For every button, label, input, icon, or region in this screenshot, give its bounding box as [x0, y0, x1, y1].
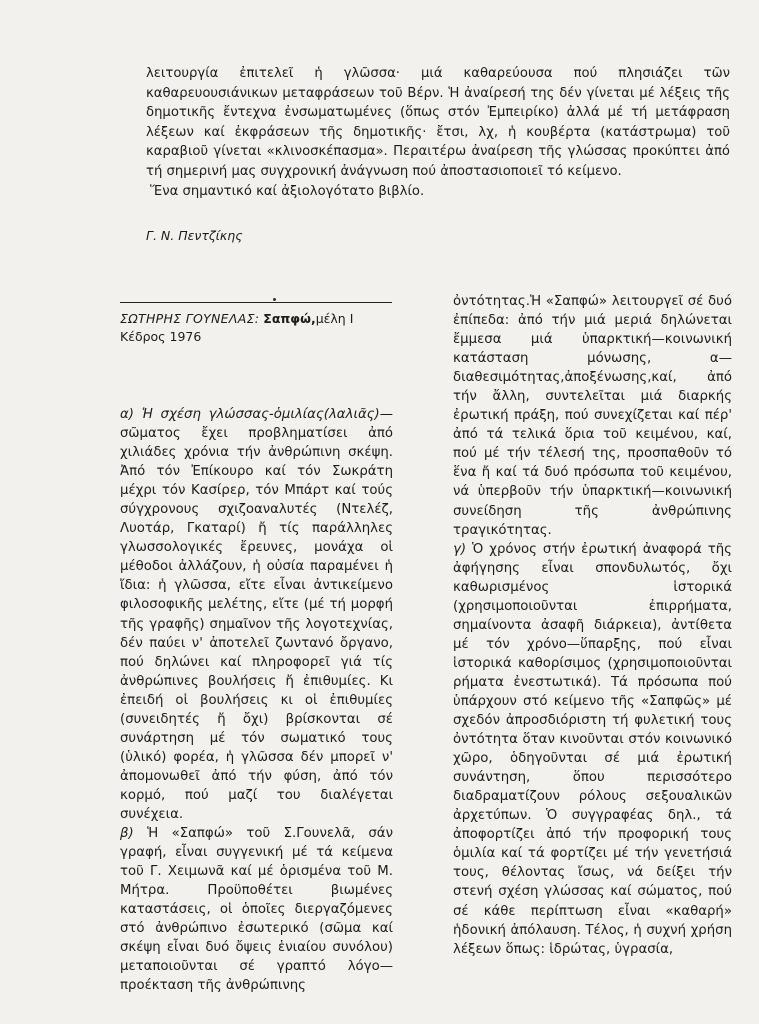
review-book-title: Σαπφώ, — [263, 311, 316, 326]
section-b-text: Ἡ «Σαπφώ» τοῦ Σ.Γουνελᾶ, σάν γραφή, εἶναι συγγενική μέ τά κείμενα τοῦ Γ. Χειμωνᾶ καί μέ ὁρισμένα τοῦ Μ. Μήτρα. Προϋποθέτει βιωμένες καταστάσεις, οἱ ὁποῖες διεργαζόμενες στό ἀνθρώπινο ἐσωτερικό (σῶμα καί σκέψη εἶναι δυό ὄψεις ἑνιαίου συνόλου) μεταποιοῦνται σέ γραπτό λόγο—προέκταση τῆς ἀνθρώπινης — [120, 826, 393, 994]
previous-review-closing-line: Ἕνα σημαντικό καί ἀξιολογότατο βιβλίο. — [150, 183, 425, 199]
section-divider — [120, 302, 392, 303]
right-text-column — [453, 292, 732, 959]
previous-review-ending — [146, 64, 730, 201]
section-c-text: Ὁ χρόνος στήν ἐρωτική ἀναφορά τῆς ἀφήγησης εἶναι σπονδυλωτός, ὄχι καθωρισμένος ἱστορικά (χρησιμοποιοῦνται ἐπιρρήματα, σημαίνοντα ἀσαφῆ διάρκεια), ἀντίθετα μέ τόν χρόνο—ὕπαρξης, πού εἶναι ἱστορικά καθορίσιμος (χρησιμοποιοῦνται ρήματα ἐνεστωτικά). Τά πρόσωπα πού ὑπάρχουν στό κείμενο τῆς «Σαπφῶς» μέ σχεδόν ἀπροσδιόριστη τή φυλετική τους ὀντότητα ὅταν κινοῦνται στόν κοινωνικό χῶρο, ὁδηγοῦνται σέ μιά ἐρωτική συνάντηση, ὅπου περισσότερο διαδραματίζουν ρόλους σεξουαλικῶν ἀρχετύπων. Ὁ συγγραφέας δηλ., τά ἀποφορτίζει ἀπό τήν προφορική τους ὁμιλία καί τά φορτίζει μέ τήν γενετήσιά τους, θέλοντας ἴσως, νά δείξει τήν στενή σχέση γλώσσας καί σώματος, πού σέ κάθε περίπτωση εἶναι «καθαρή» ἡδονική ἀπόλαυση. Τέλος, ἡ συχνή χρήση λέξεων ὅπως: ἱδρώτας, ὑγρασία, — [453, 541, 732, 957]
section-b-paragraph — [120, 824, 393, 995]
section-c-marker: γ) — [453, 541, 467, 557]
review-author: ΣΩΤΗΡΗΣ ΓΟΥΝΕΛΑΣ: — [120, 311, 260, 326]
previous-review-paragraph: λειτουργία ἐπιτελεῖ ἡ γλῶσσα· μιά καθαρεύουσα πού πλησιάζει τῶν καθαρευουσιάνικων μεταφράσεων τοῦ Βέρν. Ἡ ἀναίρεσή της δέν γίνεται μέ λέξεις τῆς δημοτικῆς ἔντεχνα ἐνσωματωμένες (ὅπως στόν Ἐμπειρίκο) ἀλλά μέ τή μετάφραση λέξεων καί ἐκφράσεων τῆς δημοτικῆς· ἔτσι, λχ, ἡ κουβέρτα (κατάστρωμα) τοῦ καραβιοῦ γίνεται «κλινοσκέπασμα». Περαιτέρω ἀναίρεση τῆς γλώσσας προκύπτει ἀπό τή σημερινή μας συγχρονική ἀνάγνωση πού ἀποστασιοποιεῖ τό κείμενο. — [146, 66, 730, 179]
left-text-column — [120, 405, 393, 995]
review-heading — [120, 310, 410, 346]
review-book-subtitle: μέλη Ι — [315, 311, 354, 326]
review-publisher: Κέδρος 1976 — [120, 329, 202, 344]
section-b-marker: β) — [120, 826, 134, 842]
section-a-marker: α) Ἡ σχέση γλώσσας-ὁμιλίας(λαλιᾶς)— — [120, 407, 393, 422]
reviewer-signature: Γ. Ν. Πεντζίκης — [146, 228, 243, 243]
section-a-paragraph — [120, 405, 393, 824]
section-c-paragraph — [453, 540, 732, 959]
section-a-text: σῶματος ἔχει προβληματίσει ἀπό χιλιάδες χρόνια τήν ἀνθρώπινη σκέψη. Ἀπό τόν Ἐπίκουρο καί τόν Σωκράτη μέχρι τόν Κασίρερ, τόν Μπάρτ καί τούς σύγχρονους σχιζοαναλυτές (Ντελέζ, Λυοτάρ, Γκαταρί) ἤ τίς παράλληλες γλωσσολογικές ἔρευνες, μονάχα οἱ μέθοδοι ἀλλάζουν, ἡ οὐσία παραμένει ἡ ἴδια: ἡ γλῶσσα, εἴτε εἶναι ἀντικείμενο φιλοσοφικῆς μελέτης, εἴτε (μέ τή μορφή τῆς γραφῆς) σημαῖνον τῆς λογοτεχνίας, δέν παύει ν' ἀποτελεῖ ζωντανό ὄργανο, πού δηλώνει καί πληροφορεῖ γιά τίς ἀνθρώπινες βουλήσεις ἤ ἐπιθυμίες. Κι ἐπειδή οἱ βουλήσεις κι οἱ ἐπιθυμίες (συνειδητές ἤ ὄχι) βρίσκονται σέ συνάρτηση μέ τόν σωματικό τους (ὑλικό) φορέα, ἡ γλῶσσα δέν μπορεῖ ν' ἀπομονωθεῖ ἀπό τήν φύση, ἀπό τόν κορμό, πού μαζί του διαλέγεται συνέχεια. — [120, 426, 393, 822]
section-b-continued-paragraph: ὀντότητας.Ἡ «Σαπφώ» λειτουργεῖ σέ δυό ἐπίπεδα: ἀπό τήν μιά μεριά δηλώνεται ἔμμεσα μιά ὑπαρκτική—κοινωνική κατάσταση μόνωσης, α—διαθεσιμότητας,ἀποξένωσης,καί, ἀπό τήν ἄλλη, συντελεῖται μιά διαρκής ἐρωτική πράξη, πού συνεχίζεται καί πέρ' ἀπό τά τελικά ὅρια τοῦ κειμένου, καί, πού μέ τήν τέλεσή της, προσπαθοῦν τό ἕνα ἤ καί τά δυό πρόσωπα τοῦ κειμένου, νά ὑπερβοῦν τήν ὑπαρκτική—κοινωνική συνείδηση τῆς ἀνθρώπινης τραγικότητας. — [453, 294, 732, 538]
ink-speck — [273, 298, 276, 301]
